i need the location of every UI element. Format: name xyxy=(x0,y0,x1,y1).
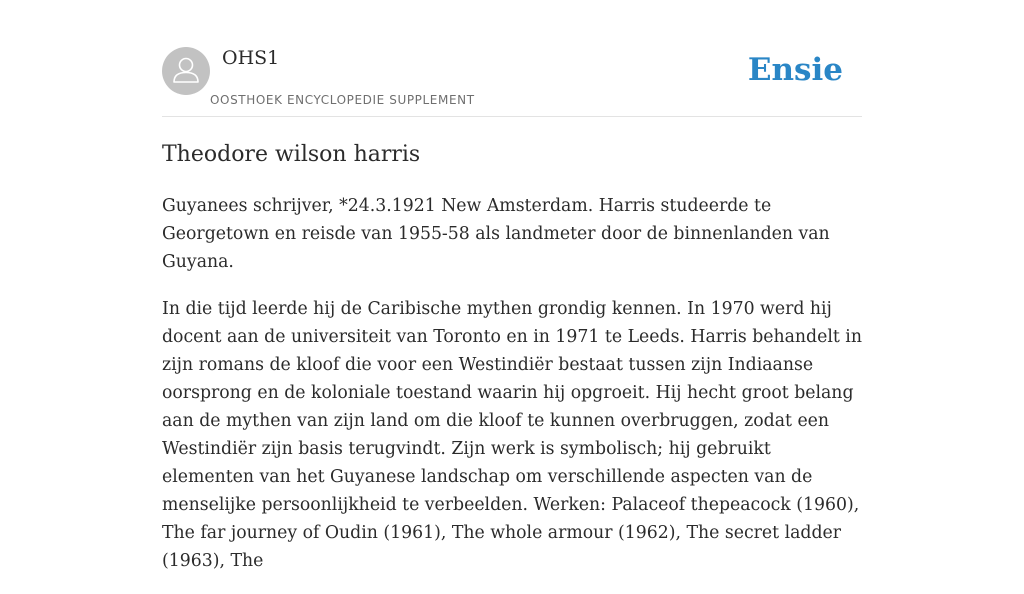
entry-header xyxy=(162,46,862,117)
paragraph-2: In die tijd leerde hij de Caribische mythen grondig kennen. In 1970 werd hij docent aan de universiteit van Toronto en in 1971 te Leeds. Harris behandelt in zijn romans de kloof die voor een Westindiër bestaat tussen zijn Indiaanse oorsprong en de koloniale toestand waarin hij opgroeit. Hij hecht groot belang aan de mythen van zijn land om die kloof te kunnen overbruggen, zodat een Westindiër zijn basis terugvindt. Zijn werk is symbolisch; hij gebruikt elementen van het Guyanese landschap om verschillende aspecten van de menselijke persoonlijkheid te verbeelden. Werken: Palaceof thepeacock (1960), The far journey of Oudin (1961), The whole armour (1962), The secret ladder (1963), The xyxy=(162,299,862,571)
author-name[interactable]: OHS1 xyxy=(222,47,280,69)
paragraph-1: Guyanees schrijver, *24.3.1921 New Amsterdam. Harris studeerde te Georgetown en reisde van 1955-58 als landmeter door de binnenlanden van Guyana. xyxy=(162,196,830,272)
page-title: Theodore wilson harris xyxy=(162,142,421,167)
brand-logo[interactable]: Ensie xyxy=(747,52,843,88)
user-silhouette-icon xyxy=(162,47,210,95)
avatar[interactable] xyxy=(162,47,210,95)
article-body xyxy=(162,192,862,594)
source-label[interactable]: OOSTHOEK ENCYCLOPEDIE SUPPLEMENT xyxy=(210,93,475,107)
